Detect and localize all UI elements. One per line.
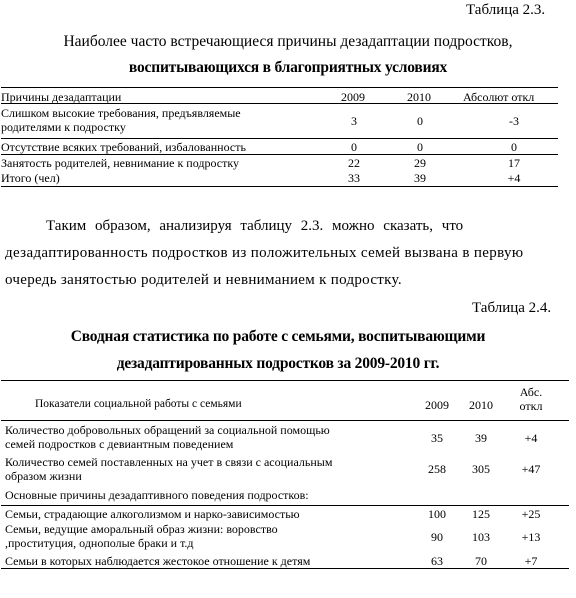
table2-indicator: Количество семей поставленных на учет в связи с асоциальным [5, 455, 333, 469]
table2-value-2009: 258 [428, 462, 446, 476]
table1-value-2009: 33 [348, 171, 360, 185]
table2-value-2009: 35 [431, 431, 443, 445]
table1-caption: Таблица 2.3. [466, 2, 546, 18]
table2-title-line1: Сводная статистика по работе с семьями, воспитывающими [70, 328, 486, 345]
table1-value-2009: 0 [351, 140, 357, 154]
table2-indicator-cont: семей подростков с девиантным поведением [5, 437, 234, 451]
table1-value-2009: 22 [348, 156, 360, 170]
table1-value-deviation: 17 [508, 156, 520, 170]
table1-value-2010: 39 [414, 171, 426, 185]
table2-value-2009: 100 [428, 507, 446, 521]
table1-header-2010: 2010 [407, 90, 431, 104]
table2-value-deviation: +25 [521, 507, 541, 521]
table2-value-2010: 305 [472, 462, 490, 476]
table1-value-2010: 0 [417, 114, 423, 128]
table2-header-2010: 2010 [469, 398, 493, 412]
table-row [1, 171, 60, 186]
table2-value-deviation: +7 [524, 554, 538, 568]
paragraph-line3: очередь занятостью родителей и невниманием к подростку. [5, 272, 402, 288]
table1-value-2009: 3 [351, 114, 357, 128]
table1-cause: Занятость родителей, невнимание к подростку [1, 156, 240, 170]
table-row [1, 156, 239, 171]
table1-value-deviation: 0 [511, 140, 517, 154]
table1-bottom-border [1, 186, 558, 187]
table2-indicator-cont: ,проституция, однополые браки и т.д [5, 536, 194, 550]
table2-section-border [1, 505, 569, 506]
table1-cause: Отсутствие всяких требований, избалованность [1, 140, 246, 154]
table1-header-2009: 2009 [341, 90, 365, 104]
table1-value-deviation: -3 [509, 114, 519, 128]
table2-indicator: Семьи, ведущие аморальный образ жизни: воровство [5, 522, 278, 536]
table-row [5, 455, 332, 483]
table2-value-deviation: +47 [521, 462, 541, 476]
table1-cause: Итого (чел) [1, 171, 60, 185]
table2-indicator: Количество добровольных обращений за социальной помощью [5, 423, 330, 437]
table1-title-line1: Наиболее часто встречающиеся причины дезадаптации подростков, [63, 33, 513, 50]
table2-value-2010: 125 [472, 507, 490, 521]
table1-header-deviation: Абсолют откл [463, 90, 535, 104]
table2-caption: Таблица 2.4. [472, 300, 552, 316]
table1-value-deviation: +4 [507, 171, 521, 185]
table1-title-line2: воспитывающихся в благоприятных условиях [128, 59, 448, 76]
table2-value-2009: 63 [431, 554, 443, 568]
table2-value-2010: 103 [472, 530, 490, 544]
table2-subheader: Основные причины дезадаптивного поведения подростков: [5, 488, 309, 502]
paragraph-line1: Таким образом, анализируя таблицу 2.3. можно сказать, что [46, 218, 464, 234]
table1-top-border [1, 87, 558, 88]
table-row [5, 522, 278, 550]
table1-value-2010: 0 [417, 140, 423, 154]
table2-value-2009: 90 [431, 530, 443, 544]
table2-indicator: Семьи, страдающие алкоголизмом и нарко-зависимостью [5, 507, 300, 521]
table-row [1, 106, 241, 134]
table2-value-deviation: +13 [521, 530, 541, 544]
table2-header-indicator: Показатели социальной работы с семьями [35, 398, 242, 410]
table2-indicator-cont: образом жизни [5, 469, 82, 483]
table2-value-2010: 39 [475, 431, 487, 445]
table2-header-border [1, 420, 569, 421]
table1-row-border [1, 138, 558, 139]
table2-value-deviation: +4 [524, 431, 538, 445]
table2-value-2010: 70 [475, 554, 487, 568]
table1-cause-cont: родителями к подростку [1, 120, 126, 134]
table2-header-2009: 2009 [425, 398, 449, 412]
table-row [5, 554, 310, 569]
table1-value-2010: 29 [414, 156, 426, 170]
table-row [5, 423, 330, 451]
paragraph-line2: дезадаптированность подростков из положительных семей вызвана в первую [5, 245, 524, 261]
table2-title-line2: дезадаптированных подростков за 2009-2010 гг. [116, 355, 440, 372]
table-row [5, 507, 300, 522]
table2-top-border [1, 380, 569, 381]
table1-header-cause: Причины дезадаптации [1, 90, 122, 104]
table2-indicator: Семьи в которых наблюдается жестокое отношение к детям [5, 554, 311, 568]
table2-header-deviation-line2: откл [519, 399, 543, 413]
table-row [1, 140, 246, 155]
table2-header-deviation-line1: Абс. [519, 385, 543, 399]
table1-cause: Слишком высокие требования, предъявляемые [1, 106, 241, 120]
table2-header-deviation [514, 385, 548, 413]
